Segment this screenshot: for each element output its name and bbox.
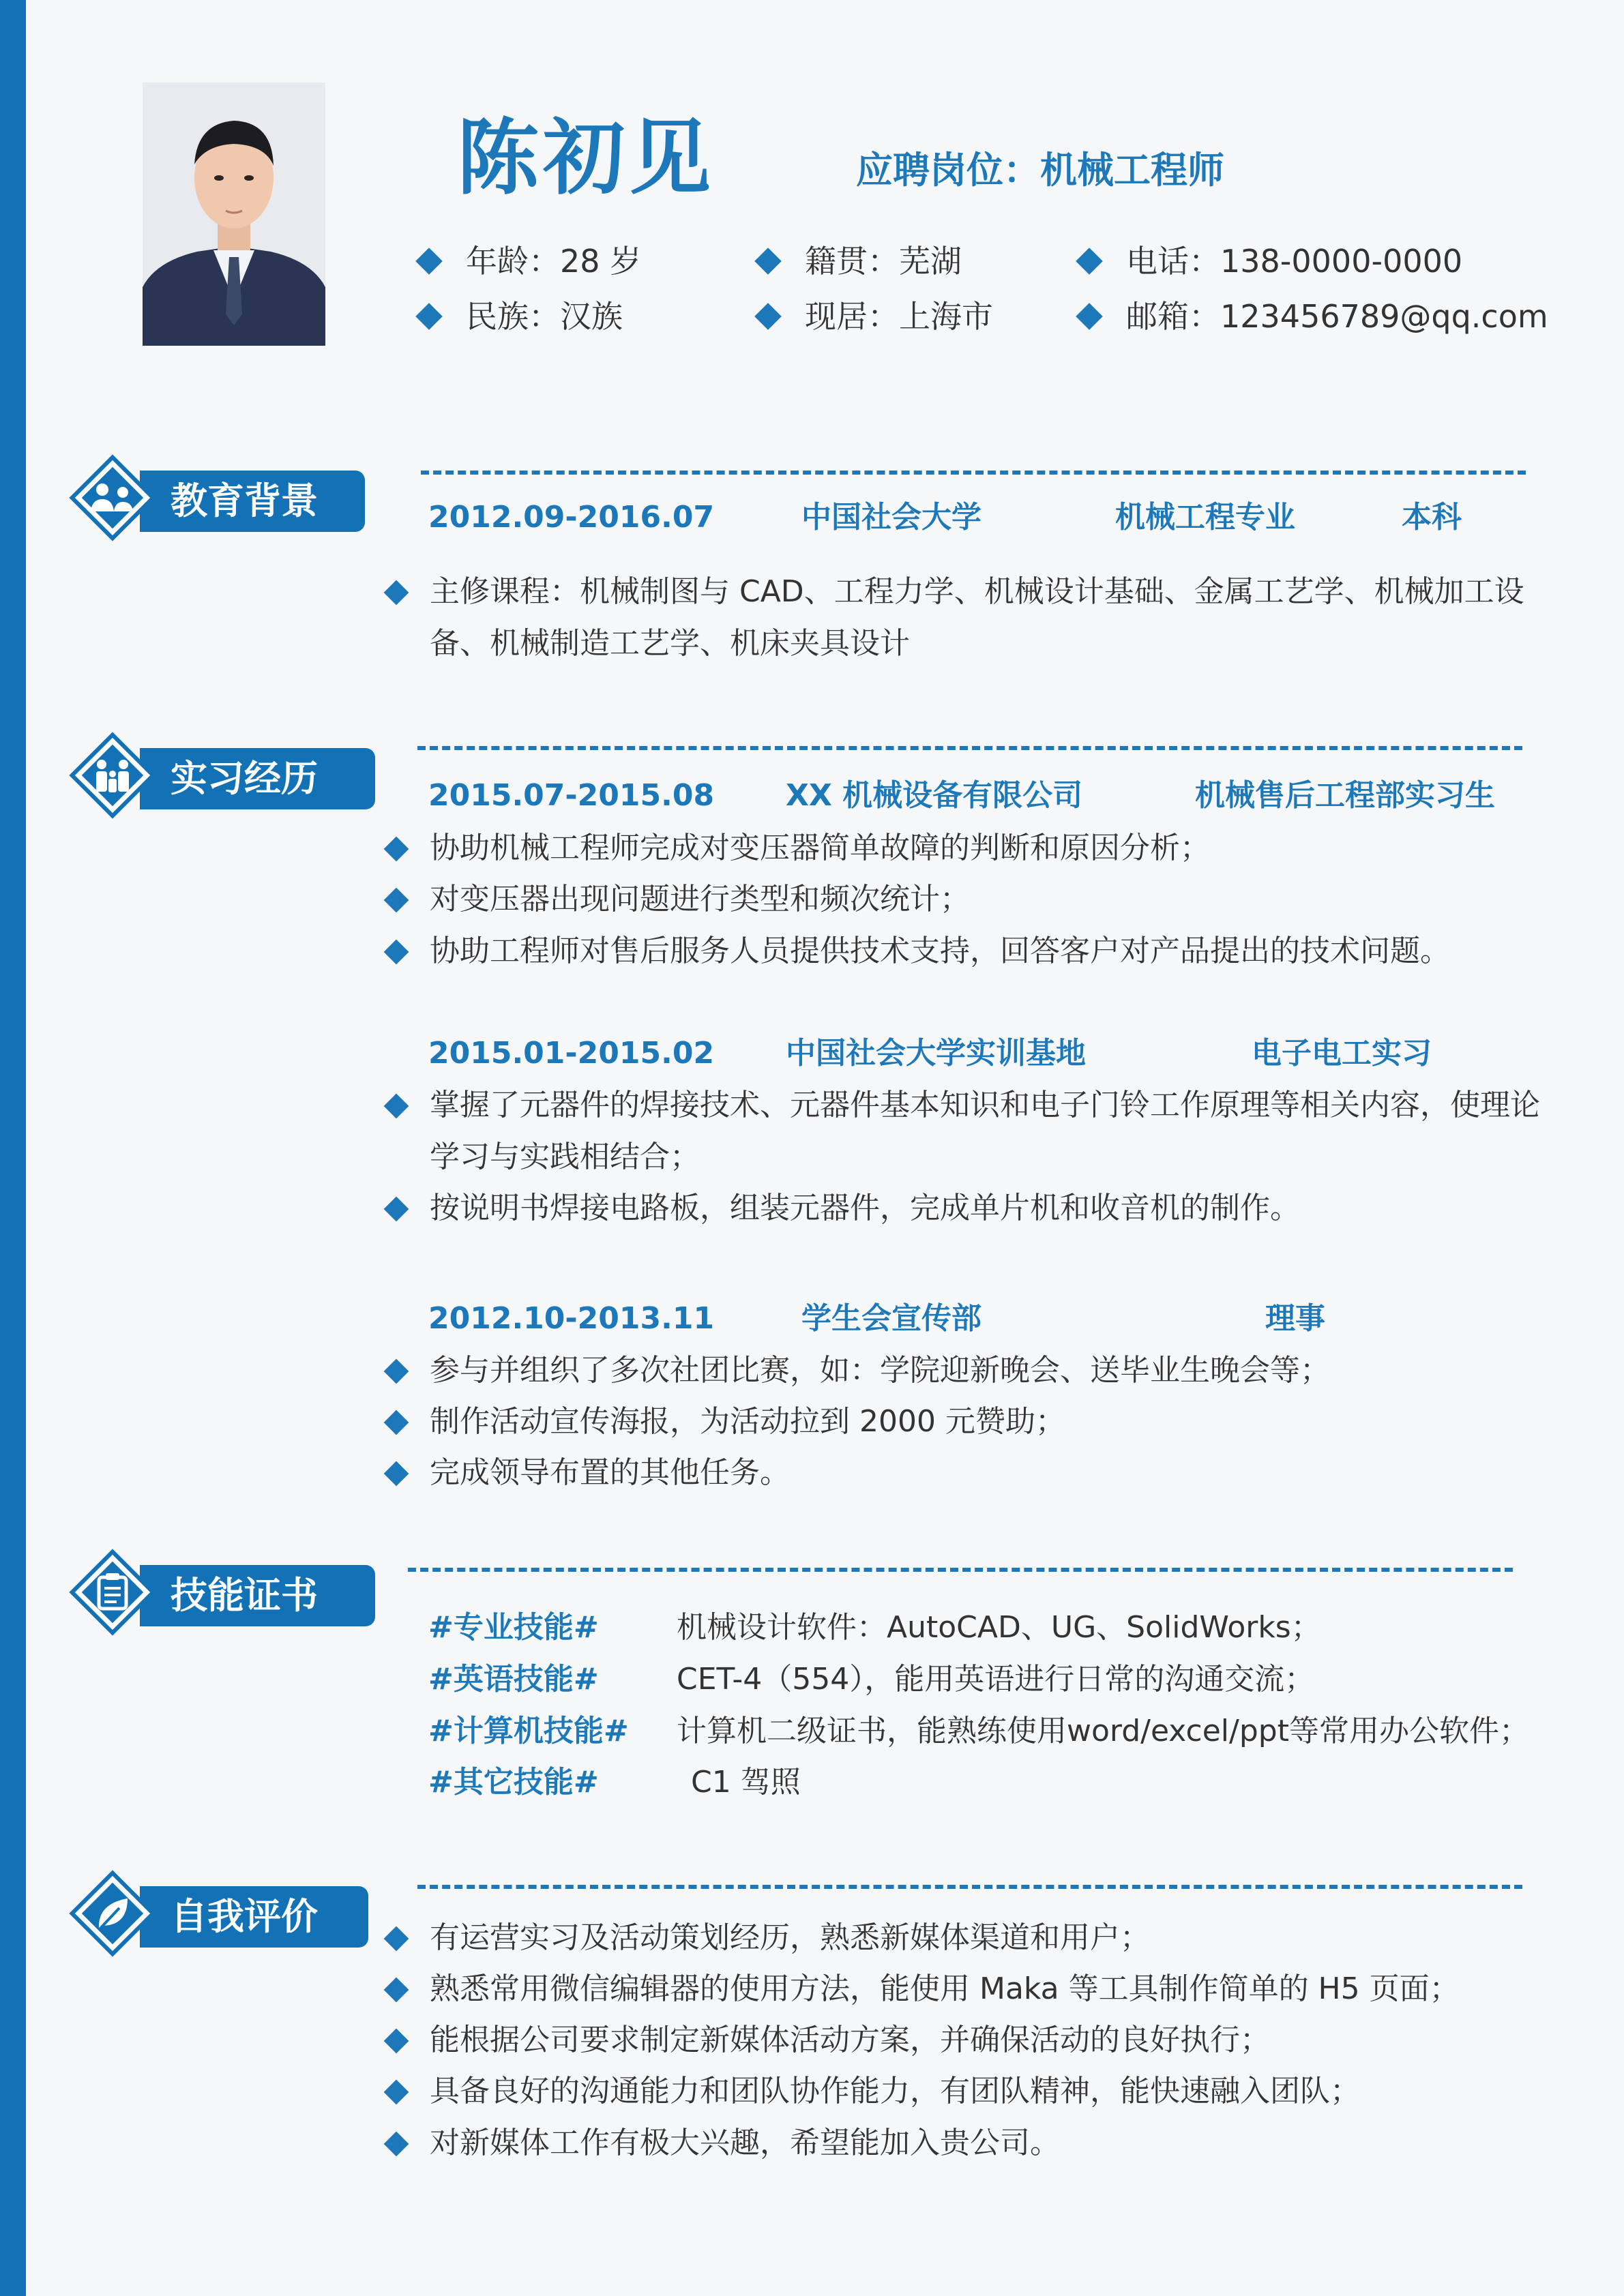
edu-period: 2012.09-2016.07 — [428, 500, 715, 535]
info-residence: 现居：上海市 — [758, 296, 993, 337]
section-title: 自我评价 — [140, 1886, 368, 1948]
info-hometown: 籍贯：芜湖 — [758, 241, 962, 282]
self-eval-bullet: 有运营实习及活动策划经历，熟悉新媒体渠道和用户； — [430, 1912, 1541, 1964]
self-eval-bullet: 熟悉常用微信编辑器的使用方法，能使用 Maka 等工具制作简单的 H5 页面； — [430, 1963, 1541, 2015]
intern-bullet: 参与并组织了多次社团比赛，如：学院迎新晚会、送毕业生晚会等； — [430, 1345, 1541, 1397]
intern-bullet: 按说明书焊接电路板，组装元器件，完成单片机和收音机的制作。 — [430, 1182, 1541, 1234]
team-icon — [65, 728, 160, 823]
edu-major: 机械工程专业 — [1115, 500, 1295, 535]
left-accent-bar — [0, 0, 26, 2296]
skill-tag: #其它技能# — [428, 1765, 599, 1800]
intern-period: 2015.07-2015.08 — [428, 778, 715, 813]
section-title: 技能证书 — [140, 1565, 375, 1626]
self-eval-bullet: 能根据公司要求制定新媒体活动方案，并确保活动的良好执行； — [430, 2014, 1541, 2066]
diamond-bullet-icon — [415, 248, 443, 275]
intern-bullet: 协助机械工程师完成对变压器简单故障的判断和原因分析； — [430, 822, 1541, 874]
diamond-bullet-icon — [1076, 248, 1103, 275]
diamond-bullet-icon — [754, 303, 782, 330]
intern-period: 2012.10-2013.11 — [428, 1301, 715, 1336]
diamond-bullet-icon — [415, 303, 443, 330]
edu-school: 中国社会大学 — [801, 500, 981, 535]
skill-tag: #专业技能# — [428, 1610, 599, 1645]
intern-org: 中国社会大学实训基地 — [786, 1036, 1086, 1071]
skill-value: C1 驾照 — [691, 1765, 801, 1800]
edu-degree: 本科 — [1402, 500, 1462, 535]
section-divider — [417, 1885, 1522, 1889]
intern-role: 理事 — [1265, 1301, 1325, 1336]
skill-value: CET-4（554），能用英语进行日常的沟通交流； — [677, 1662, 1315, 1697]
intern-bullet: 协助工程师对售后服务人员提供技术支持，回答客户对产品提出的技术问题。 — [430, 925, 1541, 977]
info-phone: 电话：138-0000-0000 — [1080, 241, 1462, 282]
skill-value: 计算机二级证书，能熟练使用word/excel/ppt等常用办公软件； — [677, 1714, 1529, 1748]
info-age: 年龄：28 岁 — [419, 241, 641, 282]
info-ethnicity: 民族：汉族 — [419, 296, 623, 337]
section-title: 教育背景 — [140, 471, 365, 532]
certificate-icon — [65, 1545, 160, 1640]
intern-bullet: 完成领导布置的其他任务。 — [430, 1447, 1541, 1499]
intern-org: XX 机械设备有限公司 — [786, 778, 1083, 813]
info-email: 邮箱：123456789@qq.com — [1080, 296, 1548, 337]
intern-org: 学生会宣传部 — [801, 1301, 981, 1336]
intern-role: 机械售后工程部实习生 — [1195, 778, 1495, 813]
intern-bullet: 制作活动宣传海报，为活动拉到 2000 元赞助； — [430, 1396, 1541, 1448]
section-divider — [421, 471, 1526, 475]
intern-bullet: 掌握了元器件的焊接技术、元器件基本知识和电子门铃工作原理等相关内容，使理论学习与实践相结合； — [430, 1079, 1541, 1183]
diamond-bullet-icon — [1076, 303, 1103, 330]
intern-period: 2015.01-2015.02 — [428, 1036, 715, 1071]
people-group-icon — [65, 450, 160, 546]
job-position: 应聘岗位：机械工程师 — [856, 149, 1224, 192]
self-eval-bullet: 对新媒体工作有极大兴趣，希望能加入贵公司。 — [430, 2117, 1541, 2169]
diamond-bullet-icon — [754, 248, 782, 275]
intern-role: 电子电工实习 — [1252, 1036, 1432, 1071]
self-eval-bullet: 具备良好的沟通能力和团队协作能力，有团队精神，能快速融入团队； — [430, 2066, 1541, 2117]
leaf-icon — [65, 1866, 160, 1961]
skill-value: 机械设计软件：AutoCAD、UG、SolidWorks； — [677, 1610, 1321, 1645]
profile-photo — [143, 83, 325, 346]
section-divider — [417, 746, 1522, 750]
edu-courses: 主修课程：机械制图与 CAD、工程力学、机械设计基础、金属工艺学、机械加工设备、机械制造工艺学、机床夹具设计 — [430, 566, 1541, 670]
skill-tag: #计算机技能# — [428, 1714, 629, 1748]
section-title: 实习经历 — [140, 748, 375, 809]
intern-bullet: 对变压器出现问题进行类型和频次统计； — [430, 874, 1541, 925]
section-divider — [408, 1568, 1513, 1572]
skill-tag: #英语技能# — [428, 1662, 599, 1697]
candidate-name: 陈初见 — [457, 111, 715, 206]
